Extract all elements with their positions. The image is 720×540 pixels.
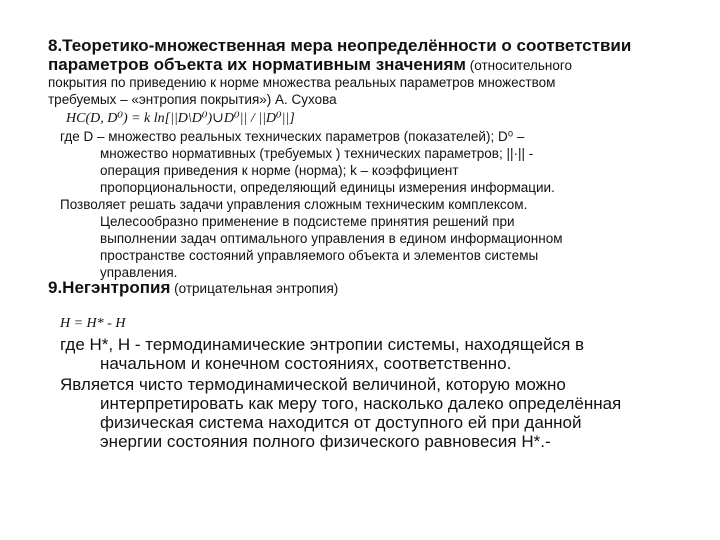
section8-allows-5: управления.	[100, 265, 178, 280]
section9-where-2: начальном и конечном состояниях, соответственно.	[100, 354, 512, 373]
section8-where-4: пропорциональности, определяющий единицы измерения информации.	[100, 180, 555, 195]
section9-is-1: Является чисто термодинамической величиной, которую можно	[60, 375, 566, 394]
section8-where-3: операция приведения к норме (норма); k – коэффициент	[100, 163, 459, 178]
section8-line3: покрытия по приведению к норме множества реальных параметров множеством	[48, 75, 556, 90]
section8-allows-3: выполнении задач оптимального управления в едином информационном	[100, 231, 563, 246]
section9-title	[48, 279, 338, 297]
section9-title-paren: (отрицательная энтропия)	[170, 281, 339, 296]
section9-title-bold: 9.Негэнтропия	[48, 278, 171, 297]
entropy-coverage-formula: HC(D, D⁰) = k ln[||D\D⁰)∪D⁰|| / ||D⁰||]	[66, 111, 295, 126]
section8-allows-1: Позволяет решать задачи управления сложным техническим комплексом.	[60, 197, 528, 212]
section8-title-line1: 8.Теоретико-множественная мера неопределённости о соответствии	[48, 36, 632, 55]
section8-where-2: множество нормативных (требуемых ) технических параметров; ||·|| -	[100, 146, 534, 161]
section8-line4: требуемых – «энтропия покрытия») А. Сухова	[48, 92, 337, 107]
negentropy-formula: H = H* - H	[60, 316, 126, 331]
section8-allows-4: пространстве состояний управляемого объекта и элементов системы	[100, 248, 539, 263]
section8-title-line2	[48, 56, 572, 74]
section8-where-1: где D – множество реальных технических параметров (показателей); D⁰ –	[60, 129, 525, 144]
section9-is-2: интерпретировать как меру того, насколько далеко определённая	[100, 394, 622, 413]
section8-title-paren: (относительного	[466, 58, 573, 73]
section9-is-3: физическая система находится от доступного ей при данной	[100, 413, 582, 432]
section8-allows-2: Целесообразно применение в подсистеме принятия решений при	[100, 214, 515, 229]
section8-title-bold: параметров объекта их нормативным значениям	[48, 55, 467, 74]
section9-where-1: где H*, H - термодинамические энтропии системы, находящейся в	[60, 335, 585, 354]
section9-is-4: энергии состояния полного физического равновесия H*.-	[100, 432, 551, 451]
